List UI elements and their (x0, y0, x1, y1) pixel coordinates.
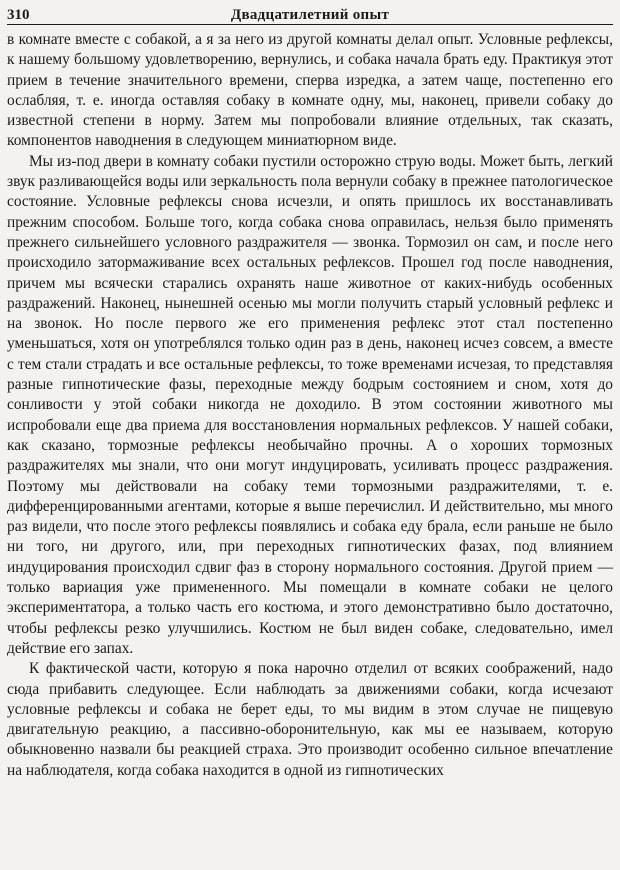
body-text (7, 30, 613, 781)
paragraph-continued: в комнате вместе с собакой, а я за него из другой комнаты делал опыт. Условные рефлексы, к нашему большому удовлетворению, вернулись, и собака начала брать еду. Практикуя этот прием в течение значительного времени, сперва изредка, а затем чаще, постепенно его ослабляя, т. е. иногда оставляя собаку в комнате одну, мы, наконец, привели собаку до известной степени в норму. Затем мы попробовали влияние отдельных, так сказать, компонентов наводнения в следующем миниатюрном виде. (7, 31, 613, 150)
page-header (7, 6, 613, 25)
page-number: 310 (7, 7, 30, 23)
paragraph: Мы из-под двери в комнату собаки пустили осторожно струю воды. Может быть, легкий звук разливающейся воды или зеркальность пола вернули собаку в прежнее патологическое состояние. Условные рефлексы снова исчезли, и опять пришлось их восстанавливать прежним способом. Больше того, когда собака снова оправилась, нельзя было применять прежнего сильнейшего условного раздражителя — звонка. Тормозил он сам, и после него происходило затормаживание всех остальных рефлексов. Прошел год после наводнения, причем мы всячески старались охранять наше животное от каких-нибудь особенных раздражений. Наконец, нынешней осенью мы могли получить старый условный рефлекс и на звонок. Но после первого же его применения рефлекс этот стал постепенно уменьшаться, хотя он употреблялся только один раз в день, наконец исчез совсем, а вместе с тем стали страдать и все остальные рефлексы, то тоже временами исчезая, то представляя разные гипнотические фазы, переходные между бодрым состоянием и сном, хотя до сонливости у этой собаки никогда не доходило. В этом состоянии животного мы испробовали еще два приема для восстановления нормальных рефлексов. У нашей собаки, как сказано, тормозные рефлексы необычайно прочны. А о хороших тормозных раздражителях мы знали, что они могут индуцировать, усиливать процесс раздражения. Поэтому мы действовали на собаку теми тормозными раздражителями, т. е. дифференцированными агентами, которые я выше перечислил. И действительно, мы много раз видели, что после этого рефлексы появлялись и собака еду брала, если раньше не было ни того, ни другого, или, при переходных гипнотических фазах, под влиянием индуцирования происходил сдвиг фаз в сторону нормального состояния. Другой прием — только вариация уже примененного. Мы помещали в комнате собаки не целого экспериментатора, а только часть его костюма, и этого демонстративно было достаточно, чтобы рефлексы резко улучшились. Костюм не был виден собаке, следовательно, имел действие его запах. (7, 152, 613, 657)
paragraph: К фактической части, которую я пока нарочно отделил от всяких соображений, надо сюда прибавить следующее. Если наблюдать за движениями собаки, когда исчезают условные рефлексы и собака не берет еды, то мы видим в этом случае не пищевую двигательную реакцию, а пассивно-оборонительную, как мы ее называем, которую обыкновенно назвали бы реакцией страха. Это производит особенно сильное впечатление на наблюдателя, когда собака находится в одной из гипнотических (7, 660, 613, 779)
running-title: Двадцатилетний опыт (230, 7, 390, 23)
